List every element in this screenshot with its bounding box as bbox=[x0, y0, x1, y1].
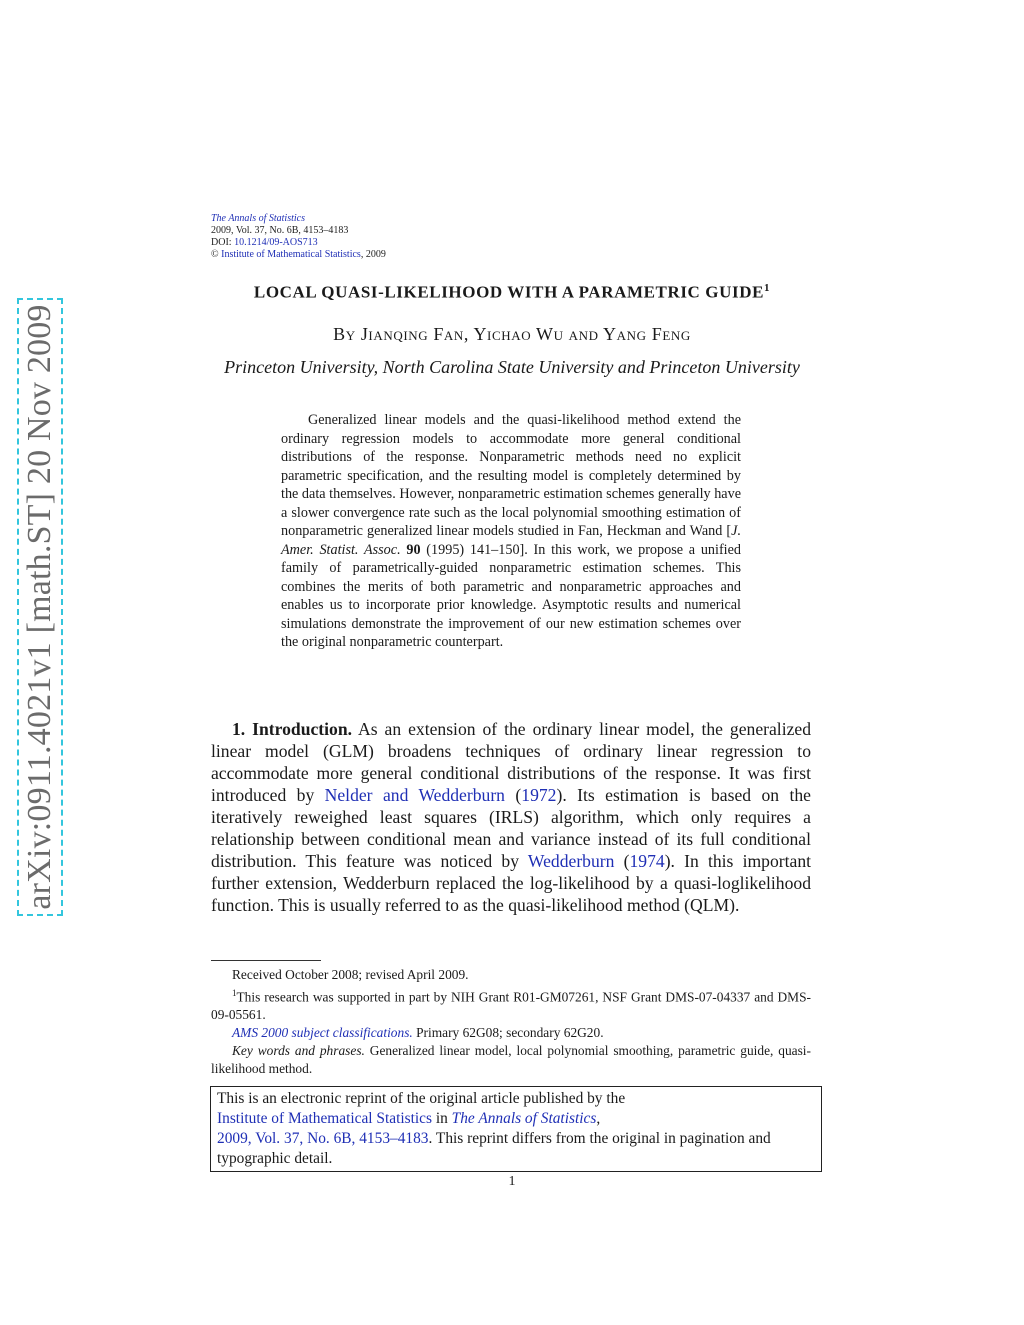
title-text: LOCAL QUASI-LIKELIHOOD WITH A PARAMETRIC GUIDE bbox=[253, 282, 765, 302]
ams-classification-link[interactable]: AMS 2000 subject classifications. bbox=[232, 1025, 413, 1041]
reprint-line-2 bbox=[217, 1109, 815, 1129]
authors: By Jianqing Fan, Yichao Wu and Yang Feng bbox=[333, 324, 691, 344]
received-note: Received October 2008; revised April 2009. bbox=[232, 967, 469, 982]
ams-classification bbox=[211, 1024, 811, 1042]
copyright-icon: © bbox=[211, 249, 219, 260]
keywords-label: Key words and phrases. bbox=[232, 1043, 365, 1059]
intro-text-2: . Its estimation is based on the iteratively reweighed least squares (IRLS) algorithm, which only requires a relationship between conditional mean and variance instead of its full conditional distribution. This feature was noticed by bbox=[211, 785, 811, 871]
copyright-line bbox=[211, 249, 386, 261]
reprint-comma: , bbox=[596, 1110, 601, 1127]
grant-text: This research was supported in part by NIH Grant R01-GM07261, NSF Grant DMS-07-04337 and DMS-09-05561. bbox=[211, 989, 811, 1023]
reprint-notice-box bbox=[210, 1086, 822, 1172]
ams-text: Primary 62G08; secondary 62G20. bbox=[412, 1025, 604, 1041]
keywords-text: Generalized linear model, local polynomial smoothing, parametric guide, quasi-likelihood method. bbox=[211, 1043, 811, 1077]
reprint-citation-link[interactable]: 2009, Vol. 37, No. 6B, 4153–4183 bbox=[217, 1130, 429, 1147]
doi-line bbox=[211, 237, 386, 249]
page-number: 1 bbox=[508, 1174, 516, 1189]
abstract-part2: (1995) 141–150]. In this work, we propose a unified family of parametrically-guided nonparametric estimation schemes. This combines the merits of both parametric and nonparametric approaches and enables us to incorporate prior knowledge. Asymptotic results and numerical simulations demonstrate the improvement of our new estimation schemes over the original nonparametric counterpart. bbox=[281, 541, 742, 650]
paper-title bbox=[0, 282, 1024, 303]
abstract-volume: 90 bbox=[406, 541, 421, 558]
ref-1972-link[interactable]: 1972 bbox=[521, 785, 557, 805]
reprint-publisher-link[interactable]: Institute of Mathematical Statistics bbox=[217, 1110, 432, 1127]
journal-name-link[interactable]: The Annals of Statistics bbox=[211, 213, 305, 224]
doi-label: DOI: bbox=[211, 237, 235, 248]
intro-text-1: As an extension of the ordinary linear model, the generalized linear model (GLM) broadens techniques of ordinary linear regression to accommodate more general conditional distributions of the response. It was first introduced by bbox=[211, 719, 811, 805]
abstract bbox=[281, 411, 741, 652]
grant-footnote-mark: 1 bbox=[232, 988, 237, 998]
reprint-line-3 bbox=[217, 1129, 815, 1169]
introduction-paragraph: 1. Introduction. As an extension of the ordinary linear model, the generalized linear model (GLM) broadens techniques of ordinary linear regression to accommodate more general conditional distributions of the response. It was first introduced by Nelder and Wedderburn (1972). Its estimation is based on the iteratively reweighed least squares (IRLS) algorithm, which only requires a relationship between conditional mean and variance instead of its full conditional distribution. This feature was noticed by Wedderburn (1974). In this important further extension, Wedderburn replaced the log-likelihood by a quasi-loglikelihood function. This is usually referred to as the quasi-likelihood method (QLM). bbox=[211, 719, 812, 915]
reprint-tail: . This reprint differs from the original in pagination and typographic detail. bbox=[217, 1130, 771, 1167]
ref-wedderburn-link[interactable]: Wedderburn bbox=[527, 851, 615, 871]
volume-line: 2009, Vol. 37, No. 6B, 4153–4183 bbox=[211, 225, 349, 236]
ref-nelder-wedderburn-link[interactable]: Nelder and Wedderburn bbox=[324, 785, 505, 805]
keywords bbox=[211, 1042, 811, 1078]
journal-info bbox=[211, 213, 386, 261]
section-heading: 1. Introduction. bbox=[232, 719, 353, 739]
footnote-rule bbox=[211, 960, 321, 961]
title-footnote-mark: 1 bbox=[764, 282, 771, 294]
affiliation: Princeton University, North Carolina State University and Princeton University bbox=[224, 357, 800, 377]
arxiv-identifier: arXiv:0911.4021v1 [math.ST] 20 Nov 2009 bbox=[21, 304, 58, 910]
reprint-journal-link[interactable]: The Annals of Statistics bbox=[451, 1110, 597, 1127]
footnotes bbox=[211, 966, 811, 1078]
doi-link[interactable]: 10.1214/09-AOS713 bbox=[234, 237, 318, 248]
grant-note bbox=[211, 984, 811, 1024]
reprint-in-text: in bbox=[432, 1110, 452, 1127]
ref-1974-link[interactable]: 1974 bbox=[629, 851, 665, 871]
intro-text-3: . In this important further extension, Wedderburn replaced the log-likelihood by a quasi-loglikelihood function. This is usually referred to as the quasi-likelihood method (QLM). bbox=[211, 851, 812, 915]
reprint-line-1: This is an electronic reprint of the original article published by the bbox=[217, 1090, 626, 1107]
publisher-link[interactable]: Institute of Mathematical Statistics bbox=[221, 249, 361, 260]
abstract-part1: Generalized linear models and the quasi-likelihood method extend the ordinary regression models to accommodate more general conditional distributions of the response. Nonparametric methods need no explicit parametric specification, and the resulting model is completely determined by the data themselves. However, nonparametric estimation schemes generally have a slower convergence rate such as the local polynomial smoothing estimation of nonparametric generalized linear models studied in Fan, Heckman and Wand [ bbox=[281, 412, 741, 539]
copyright-year: , 2009 bbox=[360, 249, 386, 260]
abstract-journal-ref: J. Amer. Statist. Assoc. bbox=[281, 523, 741, 558]
